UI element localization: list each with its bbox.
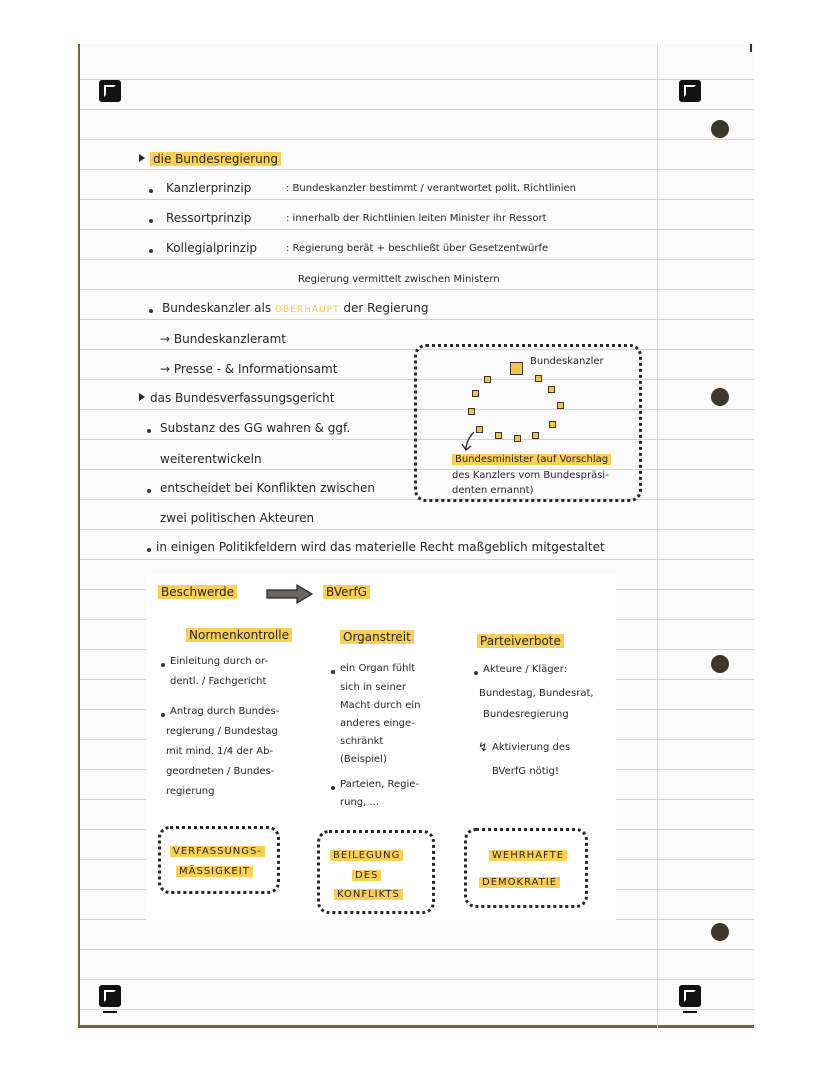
- bullet-dot: [474, 671, 478, 675]
- minister-square: [495, 432, 502, 439]
- bullet-dot: [147, 429, 151, 433]
- flow-arrow-icon: [265, 583, 315, 605]
- marker-dash: [683, 1011, 697, 1013]
- column-text: Einleitung durch or-: [170, 656, 269, 667]
- section-heading-court: das Bundesverfassungsgericht: [150, 391, 335, 405]
- punch-hole: [711, 388, 729, 406]
- column-title-organstreit: Organstreit: [340, 630, 414, 644]
- punch-hole: [711, 120, 729, 138]
- principle-desc: : innerhalb der Richtlinien leiten Minister ihr Ressort: [286, 213, 547, 224]
- section-triangle-icon: [139, 393, 145, 401]
- result-text: KONFLIKTS: [334, 889, 403, 900]
- office-item: → Bundeskanzleramt: [160, 332, 286, 346]
- principle-desc: : Bundeskanzler bestimmt / verantwortet polit. Richtlinien: [286, 183, 576, 194]
- bullet-dot: [331, 670, 335, 674]
- column-text: mit mind. 1/4 der Ab-: [166, 746, 274, 757]
- principle-term: Kollegialprinzip: [166, 241, 258, 255]
- minister-square: [514, 435, 521, 442]
- principle-term: Kanzlerprinzip: [166, 181, 252, 195]
- column-text: Bundestag, Bundesrat,: [479, 688, 594, 699]
- result-text: DEMOKRATIE: [479, 877, 560, 888]
- column-text: Macht durch ein: [340, 700, 421, 711]
- chancellor-square: [510, 362, 523, 375]
- column-text: Akteure / Kläger:: [483, 664, 568, 675]
- minister-square: [557, 402, 564, 409]
- principle-desc-continued: Regierung vermittelt zwischen Ministern: [298, 274, 500, 285]
- column-text: anderes einge-: [340, 718, 415, 729]
- column-text: BVerfG nötig!: [492, 766, 559, 777]
- flow-to: BVerfG: [323, 585, 370, 599]
- column-text: regierung / Bundestag: [166, 726, 278, 737]
- oberhaupt-highlight: OBERHAUPT: [274, 305, 340, 315]
- result-text: BEILEGUNG: [330, 850, 403, 861]
- column-text: (Beispiel): [340, 754, 387, 765]
- section-heading-government: die Bundesregierung: [150, 152, 281, 166]
- flow-from: Beschwerde: [158, 585, 237, 599]
- minister-square: [472, 390, 479, 397]
- minister-square: [549, 421, 556, 428]
- column-text: schränkt: [340, 736, 384, 747]
- result-text: WEHRHAFTE: [489, 850, 567, 861]
- section-triangle-icon: [139, 154, 145, 162]
- minister-square: [532, 432, 539, 439]
- column-title-normenkontrolle: Normenkontrolle: [186, 628, 292, 642]
- bullet-dot: [149, 249, 153, 253]
- bullet-dot: [149, 309, 153, 313]
- principle-term: Ressortprinzip: [166, 211, 252, 225]
- court-item: Substanz des GG wahren & ggf.: [160, 421, 351, 435]
- diagram-caption: des Kanzlers vom Bundespräsi-: [452, 470, 609, 481]
- bullet-dot: [149, 219, 153, 223]
- corner-marker-top-left: [99, 80, 121, 102]
- result-text: VERFASSUNGS-: [170, 846, 265, 857]
- office-item: → Presse - & Informationsamt: [160, 362, 338, 376]
- court-item: zwei politischen Akteuren: [160, 511, 315, 525]
- diagram-top-label: Bundeskanzler: [530, 356, 604, 367]
- column-text: geordneten / Bundes-: [166, 766, 275, 777]
- minister-square: [535, 375, 542, 382]
- bullet-dot: [161, 663, 165, 667]
- bullet-dot: [147, 489, 151, 493]
- column-text: sich in seiner: [340, 682, 407, 693]
- diagram-caption: denten ernannt): [452, 485, 534, 496]
- bullet-dot: [147, 548, 151, 552]
- bullet-dot: [331, 786, 335, 790]
- result-box-verfassungsmaessigkeit: [158, 826, 280, 894]
- minister-square: [484, 376, 491, 383]
- pointer-arrow-icon: [460, 430, 480, 454]
- column-text: Parteien, Regie-: [340, 779, 420, 790]
- principle-desc: : Regierung berät + beschließt über Gesetzentwürfe: [286, 243, 549, 254]
- corner-marker-bottom-left: [99, 985, 121, 1007]
- minister-square: [468, 408, 475, 415]
- corner-marker-top-right: [679, 80, 701, 102]
- court-item: weiterentwickeln: [160, 452, 262, 466]
- bullet-dot: [161, 713, 165, 717]
- result-box-demokratie: [464, 828, 588, 908]
- corner-marker-bottom-right: [679, 985, 701, 1007]
- diagram-caption: Bundesminister (auf Vorschlag: [452, 454, 611, 465]
- column-text: Bundesregierung: [483, 709, 569, 720]
- column-text: ein Organ fühlt: [340, 663, 416, 674]
- column-text: regierung: [166, 786, 215, 797]
- column-text: Antrag durch Bundes-: [170, 706, 280, 717]
- column-text: Aktivierung des: [492, 742, 571, 753]
- court-item: in einigen Politikfeldern wird das materielle Recht maßgeblich mitgestaltet: [156, 540, 605, 554]
- result-text: DES: [352, 870, 381, 881]
- margin-line: [657, 44, 658, 1028]
- bullet-dot: [149, 189, 153, 193]
- edge-mark: [750, 44, 752, 52]
- punch-hole: [711, 655, 729, 673]
- minister-square: [548, 386, 555, 393]
- column-text: rung, ...: [340, 797, 380, 808]
- lightning-icon: ↯: [478, 740, 489, 754]
- marker-dash: [103, 1011, 117, 1013]
- column-text: dentl. / Fachgericht: [170, 676, 267, 687]
- column-title-parteiverbote: Parteiverbote: [477, 634, 564, 648]
- chancellor-line: Bundeskanzler als OBERHAUPT der Regierung: [162, 301, 429, 315]
- result-text: MÄSSIGKEIT: [176, 866, 253, 877]
- punch-hole: [711, 923, 729, 941]
- court-item: entscheidet bei Konflikten zwischen: [160, 481, 375, 495]
